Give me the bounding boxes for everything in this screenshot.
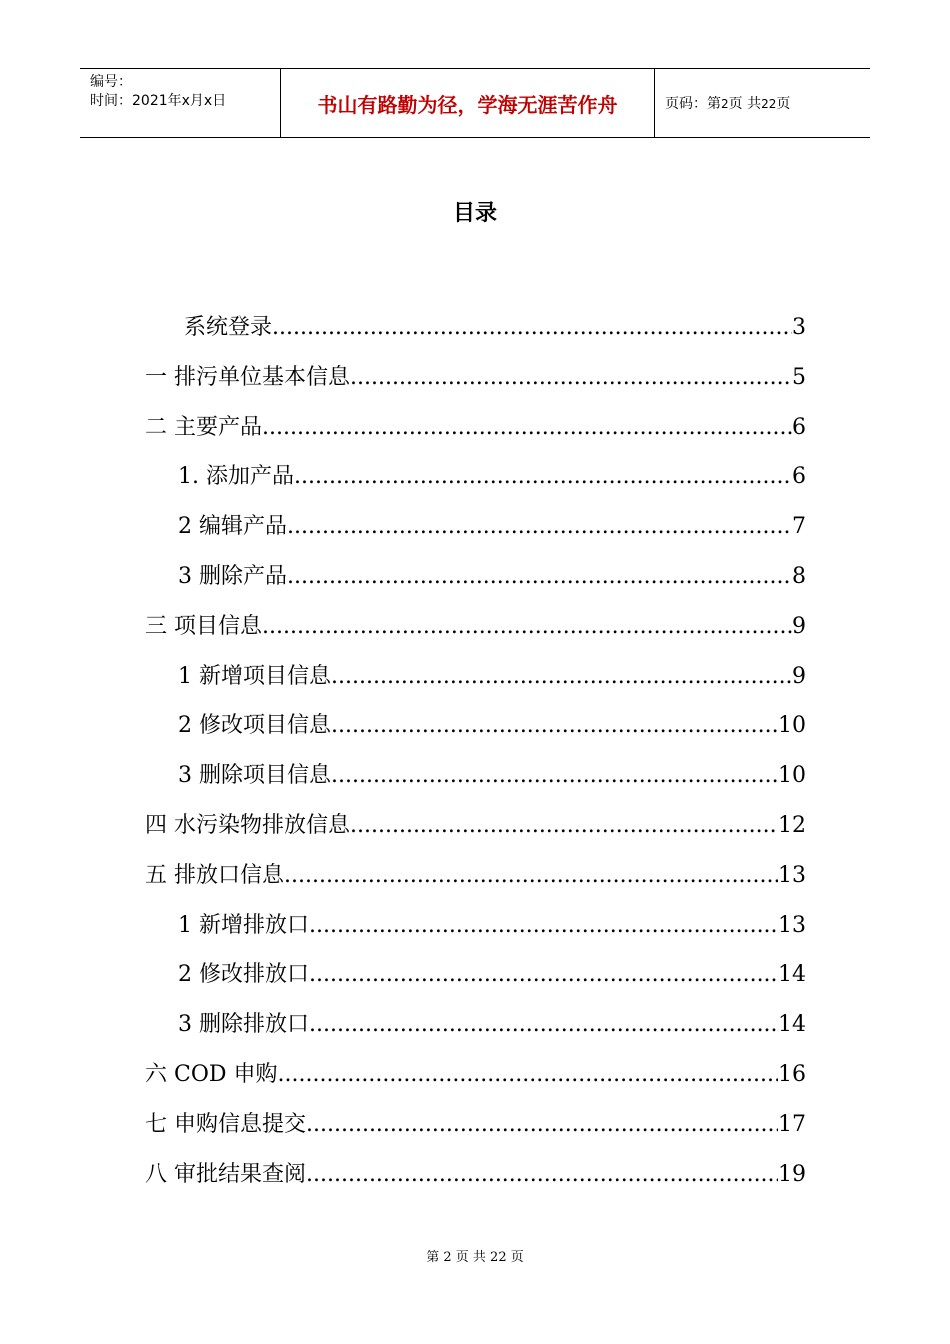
toc-entry[interactable] <box>178 559 806 595</box>
toc-leader-dots <box>309 913 778 938</box>
toc-entry[interactable] <box>178 1007 806 1043</box>
toc-entry-page: 14 <box>778 1012 806 1038</box>
toc-entry[interactable] <box>145 1107 806 1143</box>
toc-entry-label: 1. 添加产品 <box>178 464 294 490</box>
toc-entry-label: 3 删除排放口 <box>178 1012 309 1038</box>
toc-leader-dots <box>287 564 792 589</box>
page-header <box>80 68 870 138</box>
page-total: 22 <box>761 97 777 111</box>
toc-entry-label: 2 修改排放口 <box>178 962 309 988</box>
toc-leader-dots <box>331 664 792 689</box>
toc-entry-label: 八 审批结果查阅 <box>145 1161 306 1187</box>
toc-entry-page: 13 <box>778 912 806 938</box>
toc-entry-label: 1 新增项目信息 <box>178 663 331 689</box>
toc-entry[interactable] <box>145 858 806 894</box>
toc-leader-dots <box>306 1112 778 1137</box>
toc-entry[interactable] <box>178 459 806 495</box>
header-meta <box>80 69 281 137</box>
toc-entry-page: 13 <box>778 862 806 888</box>
toc-entry-label: 五 排放口信息 <box>145 862 284 888</box>
toc-entry-page: 6 <box>792 414 806 440</box>
page-suffix: 页 <box>776 96 791 112</box>
toc-entry-page: 19 <box>778 1161 806 1187</box>
header-page-info <box>655 69 870 137</box>
toc-entry-page: 14 <box>778 962 806 988</box>
toc-entry-page: 10 <box>778 713 806 739</box>
toc-entry-label: 二 主要产品 <box>145 414 262 440</box>
toc-leader-dots <box>309 1012 778 1037</box>
toc-leader-dots <box>350 365 792 390</box>
toc-leader-dots <box>278 1062 779 1087</box>
toc-entry[interactable] <box>178 908 806 944</box>
header-motto: 书山有路勤为径，学海无涯苦作舟 <box>281 69 655 137</box>
toc-leader-dots <box>287 514 792 539</box>
toc-leader-dots <box>309 962 778 987</box>
toc-leader-dots <box>331 763 778 788</box>
toc-entry-label: 一 排污单位基本信息 <box>145 364 350 390</box>
toc-entry-label: 2 修改项目信息 <box>178 713 331 739</box>
toc-entry-label: 3 删除产品 <box>178 564 287 589</box>
toc-entry-page: 8 <box>792 564 806 589</box>
toc-entry-label: 七 申购信息提交 <box>145 1111 306 1137</box>
toc-leader-dots <box>331 713 778 738</box>
toc-entry[interactable] <box>145 410 806 446</box>
page-title: 目录 <box>452 201 497 226</box>
number-label: 编号： <box>90 74 132 90</box>
toc-entry[interactable] <box>178 659 806 695</box>
page-prefix: 页码：第 <box>665 96 721 112</box>
toc-leader-dots <box>350 813 778 838</box>
page-current: 2 <box>721 97 729 111</box>
toc-entry-page: 16 <box>778 1062 806 1087</box>
toc-entry-label: 2 编辑产品 <box>178 514 287 540</box>
time-label: 时间：2021年x月x日 <box>90 93 227 109</box>
toc-entry-page: 9 <box>792 663 806 689</box>
toc-entry[interactable] <box>184 310 806 346</box>
toc-entry-page: 6 <box>792 464 806 490</box>
toc-entry[interactable] <box>145 360 806 396</box>
toc-entry-page: 5 <box>792 364 806 390</box>
toc-leader-dots <box>262 415 792 440</box>
page-mid: 页 共 <box>728 96 762 112</box>
toc-entry-page: 17 <box>778 1111 806 1137</box>
toc-leader-dots <box>294 464 792 489</box>
toc-leader-dots <box>272 315 792 340</box>
toc-entry-page: 9 <box>792 613 806 639</box>
toc-entry[interactable] <box>178 708 806 744</box>
toc-entry-label: 系统登录 <box>184 315 273 340</box>
toc-entry[interactable] <box>178 509 806 545</box>
toc-entry[interactable] <box>145 1057 806 1093</box>
toc-entry-page: 7 <box>792 514 806 540</box>
toc-entry-label: 四 水污染物排放信息 <box>145 813 350 838</box>
toc-leader-dots <box>284 863 778 888</box>
toc-entry-label: 三 项目信息 <box>145 613 262 639</box>
toc-entry-page: 3 <box>792 315 806 340</box>
toc-entry-label: 1 新增排放口 <box>178 912 309 938</box>
toc-leader-dots <box>306 1162 778 1187</box>
toc-entry[interactable] <box>145 808 806 844</box>
toc-entry-page: 10 <box>778 763 806 789</box>
toc-entry[interactable] <box>178 758 806 794</box>
toc-entry[interactable] <box>145 1157 806 1193</box>
toc-entry[interactable] <box>178 957 806 993</box>
page-footer: 第 2 页 共 22 页 <box>426 1250 524 1265</box>
toc-leader-dots <box>262 614 792 639</box>
toc-entry-page: 12 <box>778 813 806 838</box>
toc-entry-label: 六 COD 申购 <box>145 1062 278 1087</box>
toc-entry[interactable] <box>145 609 806 645</box>
toc-entry-label: 3 删除项目信息 <box>178 763 331 789</box>
